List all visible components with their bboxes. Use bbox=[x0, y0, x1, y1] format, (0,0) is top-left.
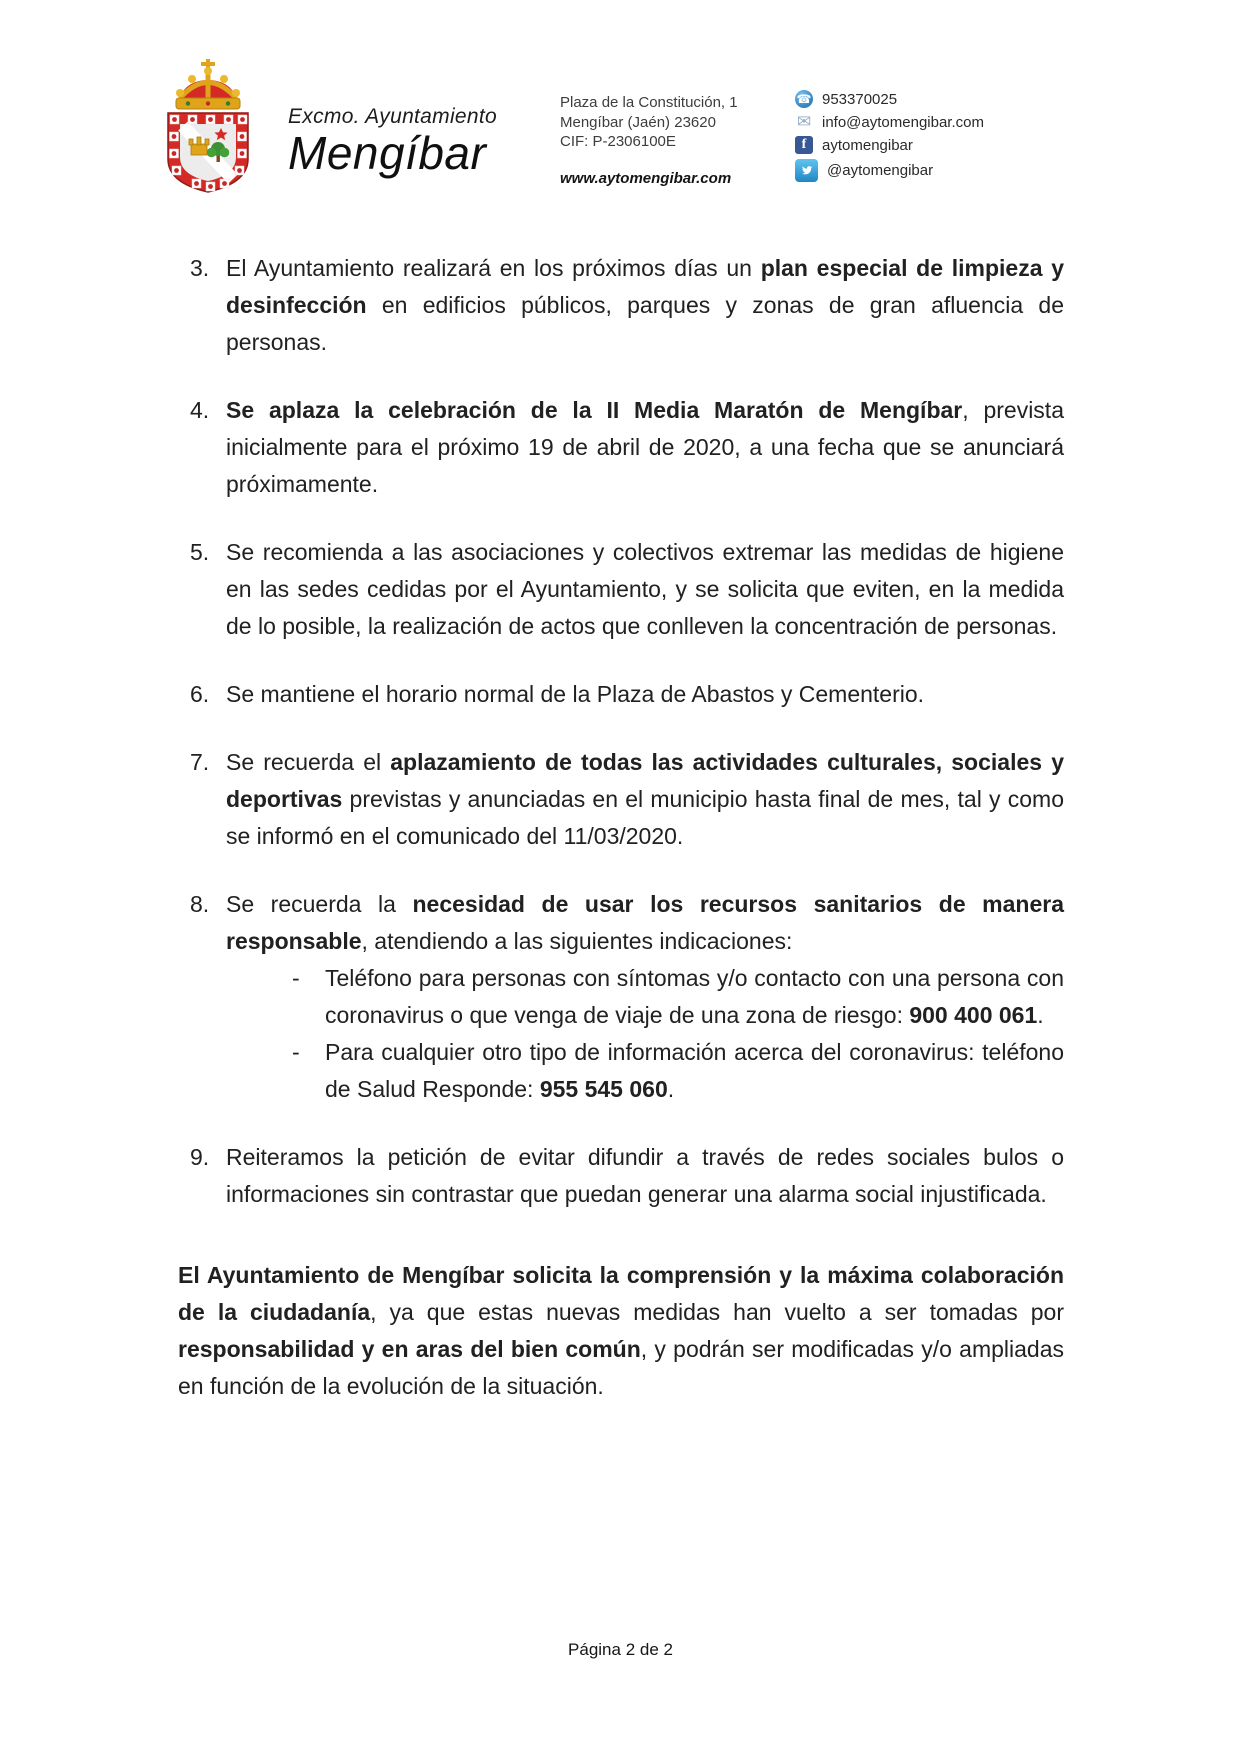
contact-row bbox=[795, 113, 984, 131]
twitter-icon bbox=[795, 159, 818, 182]
item-text bbox=[226, 676, 1064, 713]
item-number: 7. bbox=[190, 749, 210, 775]
text-segment: , prevista inicialmente para el próximo 19 de abril de 2020, a una fecha que se anunciará próximamente. bbox=[226, 397, 1064, 497]
text-segment: . bbox=[667, 1076, 675, 1102]
sub-list-item bbox=[292, 960, 1064, 1034]
document-body bbox=[178, 250, 1064, 1405]
numbered-list bbox=[178, 250, 1064, 1213]
item-text bbox=[226, 886, 1064, 1108]
bold-text-segment: 955 545 060 bbox=[539, 1076, 668, 1102]
list-item bbox=[178, 250, 1064, 361]
website-text: www.aytomengibar.com bbox=[560, 169, 732, 187]
bold-text-segment: aplazamiento de todas las actividades culturales, sociales y deportivas bbox=[226, 749, 1064, 812]
item-text bbox=[226, 1139, 1064, 1213]
item-number: 5. bbox=[190, 539, 210, 565]
bold-text-segment: Se aplaza la celebración de la II Media Maratón de Mengíbar bbox=[226, 397, 963, 423]
org-name-line1: Excmo. Ayuntamiento bbox=[288, 105, 497, 129]
phone-icon: ☎ bbox=[796, 92, 812, 106]
sub-item-text bbox=[325, 960, 1064, 1034]
text-segment: Se recomienda a las asociaciones y colectivos extremar las medidas de higiene en las sedes cedidas por el Ayuntamiento, y se solicita que eviten, en la medida de lo posible, la realización de actos que conlleven la concentración de personas. bbox=[226, 539, 1064, 639]
text-segment: en edificios públicos, parques y zonas de gran afluencia de personas. bbox=[226, 292, 1064, 355]
list-item bbox=[178, 392, 1064, 503]
bold-text-segment: necesidad de usar los recursos sanitarios de manera responsable bbox=[226, 891, 1065, 954]
item-number: 3. bbox=[190, 255, 210, 281]
bold-text-segment: El Ayuntamiento de Mengíbar solicita la comprensión y la máxima colaboración de la ciudadanía bbox=[178, 1262, 1064, 1325]
list-item bbox=[178, 1139, 1064, 1213]
address-line-1: Plaza de la Constitución, 1 bbox=[560, 94, 738, 111]
org-names bbox=[288, 75, 497, 180]
bold-text-segment: plan especial de limpieza y desinfección bbox=[226, 255, 1065, 318]
bold-text-segment: 900 400 061 bbox=[909, 1002, 1038, 1028]
list-item bbox=[178, 534, 1064, 645]
contact-text: info@aytomengibar.com bbox=[822, 113, 984, 131]
contact-row bbox=[795, 136, 984, 154]
text-segment: Se recuerda la bbox=[226, 891, 413, 917]
contact-block bbox=[795, 90, 984, 182]
contact-text: 953370025 bbox=[822, 90, 898, 108]
page-footer bbox=[0, 1640, 1241, 1660]
item-number: 6. bbox=[190, 681, 210, 707]
contact-row bbox=[795, 90, 984, 108]
list-item bbox=[178, 676, 1064, 713]
text-segment: , atendiendo a las siguientes indicaciones: bbox=[361, 928, 793, 954]
email-icon: ✉ bbox=[796, 112, 812, 132]
text-segment: , y podrán ser modificadas y/o ampliadas en función de la evolución de la situación. bbox=[178, 1336, 1064, 1399]
text-segment: Reiteramos la petición de evitar difundir a través de redes sociales bulos o informaciones sin contrastar que puedan generar una alarma social injustificada. bbox=[226, 1144, 1064, 1207]
item-text bbox=[226, 392, 1064, 503]
item-number: 4. bbox=[190, 397, 210, 423]
page-indicator: Página 2 de 2 bbox=[568, 1640, 673, 1659]
text-segment: previstas y anunciadas en el municipio hasta final de mes, tal y como se informó en el comunicado del 11/03/2020. bbox=[226, 786, 1064, 849]
text-segment: . bbox=[1037, 1002, 1044, 1028]
text-segment: Teléfono para personas con síntomas y/o contacto con una persona con coronavirus o que venga de viaje de una zona de riesgo: bbox=[325, 965, 1064, 1028]
contact-text: @aytomengibar bbox=[827, 162, 934, 179]
bold-text-segment: responsabilidad y en aras del bien común bbox=[178, 1336, 641, 1362]
coat-of-arms-icon bbox=[150, 58, 274, 194]
item-text bbox=[226, 744, 1064, 855]
text-segment: El Ayuntamiento realizará en los próximos días un bbox=[226, 255, 761, 281]
contact-text: aytomengibar bbox=[822, 136, 913, 154]
contact-row bbox=[795, 159, 984, 182]
text-segment: Para cualquier otro tipo de información acerca del coronavirus: teléfono de Salud Responde: bbox=[325, 1039, 1064, 1102]
item-text bbox=[226, 250, 1064, 361]
address-line-3: CIF: P-2306100E bbox=[560, 133, 676, 150]
item-text bbox=[226, 534, 1064, 645]
sub-list-item bbox=[292, 1034, 1064, 1108]
text-segment: Se mantiene el horario normal de la Plaza de Abastos y Cementerio. bbox=[226, 681, 925, 707]
text-segment: Se recuerda el bbox=[226, 749, 391, 775]
closing-paragraph bbox=[178, 1257, 1064, 1405]
facebook-icon: f bbox=[795, 136, 813, 154]
org-name-line2: Mengíbar bbox=[288, 127, 487, 180]
list-item bbox=[178, 886, 1064, 1108]
list-item bbox=[178, 744, 1064, 855]
item-number: 9. bbox=[190, 1144, 210, 1170]
sub-item-marker: - bbox=[292, 1039, 300, 1065]
sub-item-text bbox=[325, 1034, 1064, 1108]
item-number: 8. bbox=[190, 891, 210, 917]
sub-item-marker: - bbox=[292, 965, 300, 991]
text-segment: , ya que estas nuevas medidas han vuelto a ser tomadas por bbox=[370, 1299, 1065, 1325]
address-block bbox=[560, 93, 738, 188]
address-line-2: Mengíbar (Jaén) 23620 bbox=[560, 113, 716, 131]
logo-block bbox=[150, 58, 497, 194]
